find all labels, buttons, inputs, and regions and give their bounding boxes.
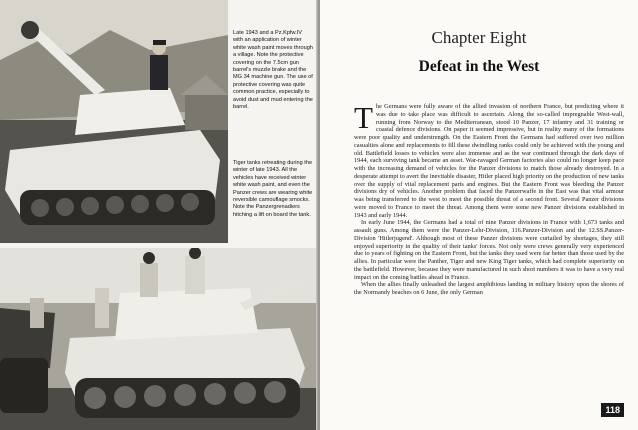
photo-tiger-tanks-retreating	[0, 248, 316, 430]
body-paragraph	[354, 100, 624, 219]
chapter-body-text	[354, 100, 624, 297]
chapter-number: Chapter Eight	[431, 28, 527, 47]
photo-caption-bottom: Tiger tanks retreating during the winter of late 1943. All the vehicles have received winter white wash paint, and even the Panzer crews are wearing white reversible camouflage smocks. Note the Panzergrenadiers hitching a lift on board the tank.	[233, 160, 313, 218]
photo-caption-top: Late 1943 and a Pz.Kpfw.IV with an application of winter white wash paint moves through a village. Note the protective covering on the 7.5cm gun barrel's muzzle brake and the MG 34 machine gun. The use of protective covering was quite common practice, especially to avoid dust and mud entering the barrel.	[233, 30, 313, 111]
chapter-title: Defeat in the West	[418, 58, 540, 75]
drop-cap: T	[354, 100, 373, 135]
paragraph-text: he Germans were fully aware of the allied invasion of northern France, but predicting where it was due to take place was difficult to ascertain. Along the so-called impregnable West-wall, running from Norway to the Mediterranean, stood 10 Panzer, 17 infantry and 31 training or coastal defence divisions. On paper it seemed impressive, but in reality many of the formations were poor quality and understrength. On the Eastern Front the Germans had suffered over two million casualties alone and replacements to fill these dwindling ranks could only be achieved with the young and old. Battlefield losses to vehicles were also immense and as the war continued through the dark days of 1944, each surviving tank became an asset. War-ravaged German factories also could no longer keep pace with the increasing demand of vehicles for the Panzer divisions to match those already destroyed. In a desperate attempt to avert the inevitable disaster, Hitler placed high priority on the production of new tanks over the supply of vital replacement parts and engines. But the Eastern Front was bleeding the Panzer divisions dry of vehicles. Another problem that faced the Panzerwaffe in the East was that vital armour was being transferred to the west to meet the possible threat of a second front. Several Panzer divisions were moved to France to meet the threat. Among them were some new Panzer divisions established in 1943 and early 1944.	[354, 103, 624, 219]
tiger-tanks-photo-illustration	[0, 248, 316, 430]
photo-panzer-iv-winter	[0, 0, 228, 243]
body-paragraph: In early June 1944, the Germans had a total of nine Panzer divisions in France with 1,673 tanks and assault guns. Among them were the Panzer-Lehr-Division, 116.Panzer-Division and the 12.SS.Panzer-Division 'Hitlerjugend'. Although most of these Panzer divisions were curtailed by shortages, they still enjoyed superiority in the quality of their tanks' forces. Not only were crews generally very experienced due to years of fighting on the Eastern Front, but the tanks they used were far better than those used by the allies. In particular were the Panther, Tiger and new King Tiger tanks, which had complete superiority on the battlefield. However, because they were manufactured in such short numbers it was to have a very real impact on the coming battles ahead in France.	[354, 219, 624, 281]
left-page	[0, 0, 318, 430]
right-page	[320, 0, 638, 430]
page-number: 118	[601, 403, 624, 417]
body-paragraph: When the allies finally unleashed the largest amphibious landing in military history upon the shores of the Normandy beaches on 6 June, the only German	[354, 281, 624, 296]
panzer-iv-photo-illustration	[0, 0, 228, 243]
